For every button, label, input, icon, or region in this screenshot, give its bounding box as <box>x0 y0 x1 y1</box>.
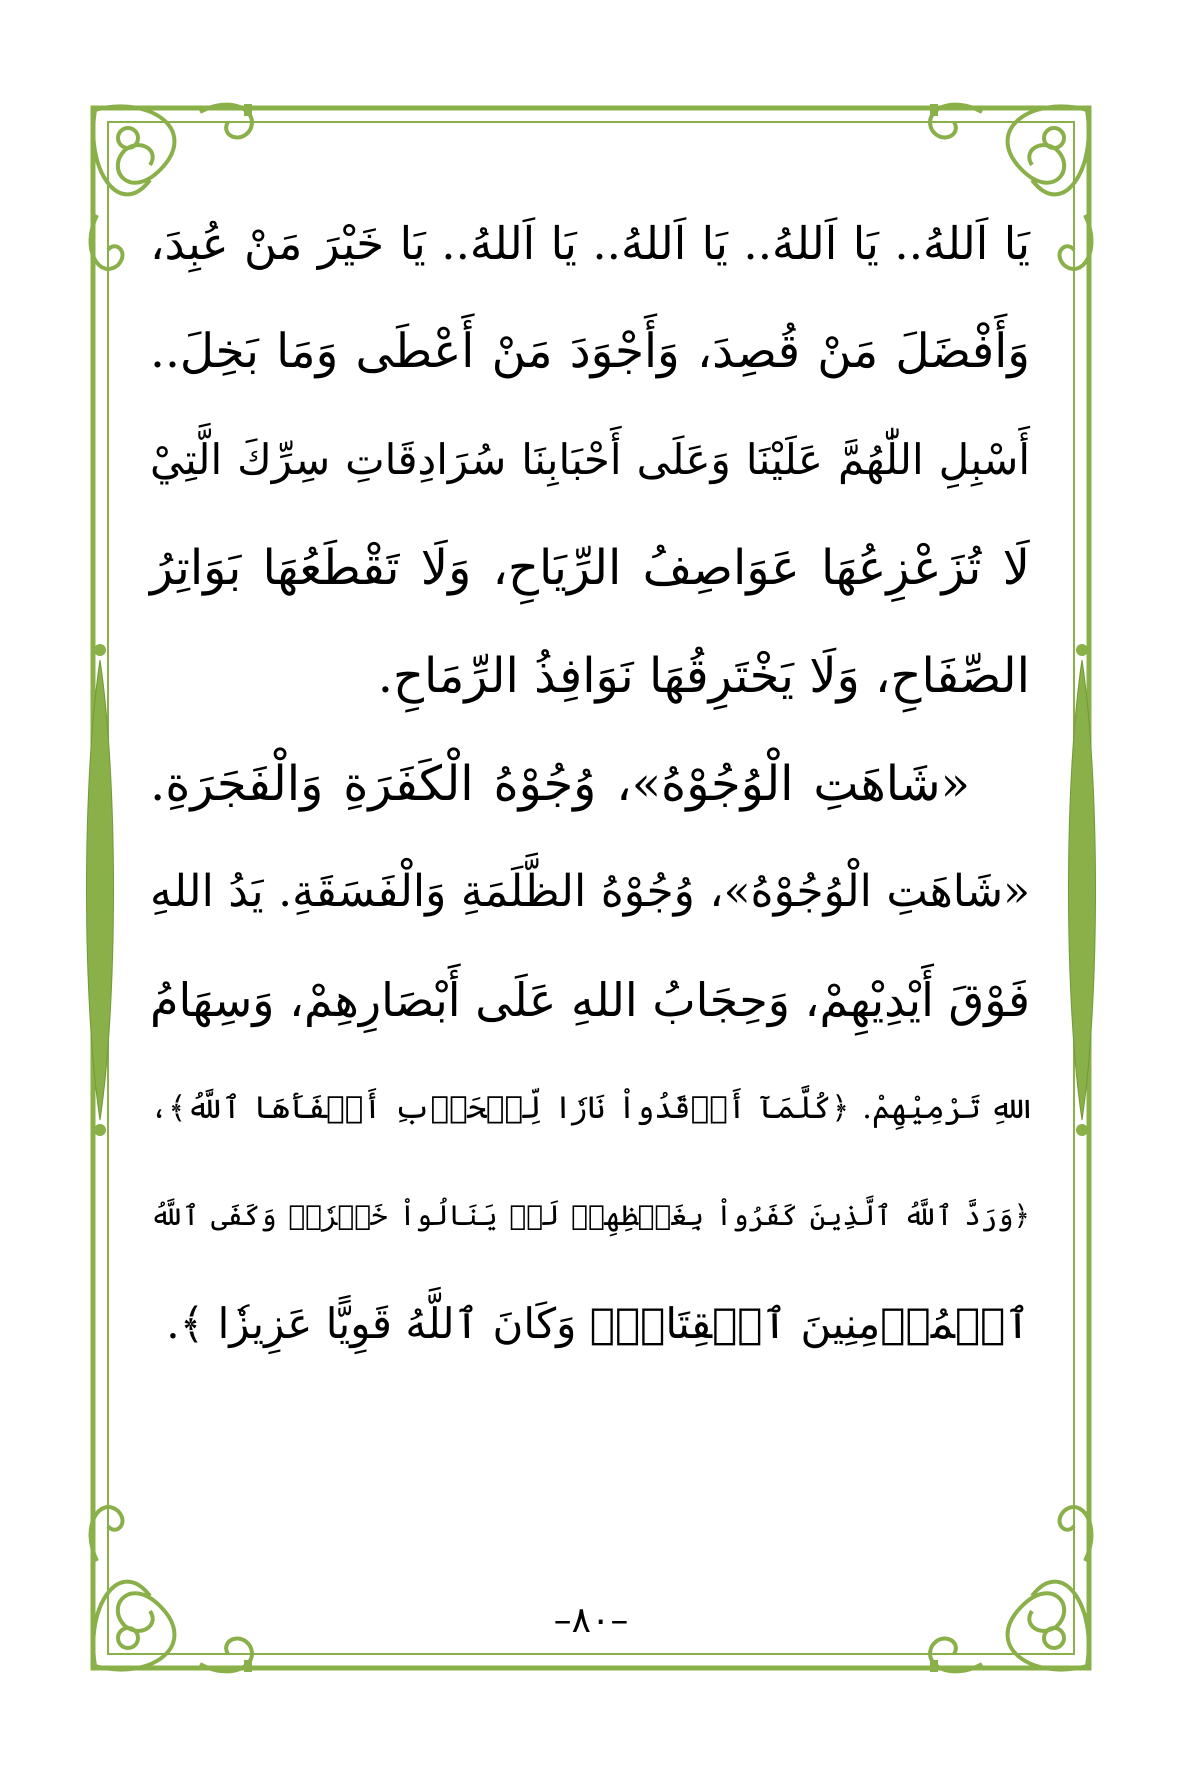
text-line-10: ﴿وَرَدَّ ٱللَّهُ ٱلَّذِينَ كَفَرُواْ بِغَيۡظِهِمۡ لَمۡ يَنَالُواْ خَيۡرٗاۚ وَكَفَى ٱللَّهُ <box>150 1199 1030 1232</box>
text-line-7: «شَاهَتِ الْوُجُوْهُ»، وُجُوْهُ الظَّلَمَةِ وَالْفَسَقَةِ. يَدُ اللهِ <box>150 866 1030 917</box>
text-line-2: وَأَفْضَلَ مَنْ قُصِدَ، وَأَجْوَدَ مَنْ أَعْطَى وَمَا بَخِلَ.. <box>150 324 1030 379</box>
text-line-9: اللهِ تَرْمِيْهِمْ. ﴿كُلَّمَآ أَوۡقَدُواْ نَارٗا لِّلۡحَرۡبِ أَطۡفَأَهَا ٱللَّهُ﴾، <box>150 1090 1030 1126</box>
corner-ornament-bottom-left <box>91 1507 252 1671</box>
text-line-6: «شَاهَتِ الْوُجُوْهُ»، وُجُوْهُ الْكَفَرَةِ وَالْفَجَرَةِ. <box>150 756 970 812</box>
text-line-3: أَسْبِلِ اللّٰهُمَّ عَلَيْنَا وَعَلَى أَحْبَابِنَا سُرَادِقَاتِ سِرِّكَ الَّتِيْ <box>150 435 1030 484</box>
page-number: –٨٠– <box>553 1600 629 1641</box>
prayer-text <box>150 190 1030 1378</box>
text-line-4: لَا تُزَعْزِعُهَا عَوَاصِفُ الرِّيَاحِ، وَلَا تَقْطَعُهَا بَوَاتِرُ <box>150 540 1030 596</box>
text-line-5: الصِّفَاحِ، وَلَا يَخْتَرِقُهَا نَوَافِذُ الرِّمَاحِ. <box>377 648 1030 704</box>
text-line-11: ٱلۡمُؤۡمِنِينَ ٱلۡقِتَالَۚ وَكَانَ ٱللَّهُ قَوِيًّا عَزِيزٗا ﴾. <box>166 1299 1030 1348</box>
corner-ornament-bottom-right <box>930 1507 1091 1671</box>
text-line-1: يَا اَللهُ.. يَا اَللهُ.. يَا اَللهُ.. يَا اَللهُ.. يَا خَيْرَ مَنْ عُبِدَ، <box>150 217 1030 270</box>
text-line-8: فَوْقَ أَيْدِيْهِمْ، وَحِجَابُ اللهِ عَلَى أَبْصَارِهِمْ، وَسِهَامُ <box>150 973 1030 1027</box>
